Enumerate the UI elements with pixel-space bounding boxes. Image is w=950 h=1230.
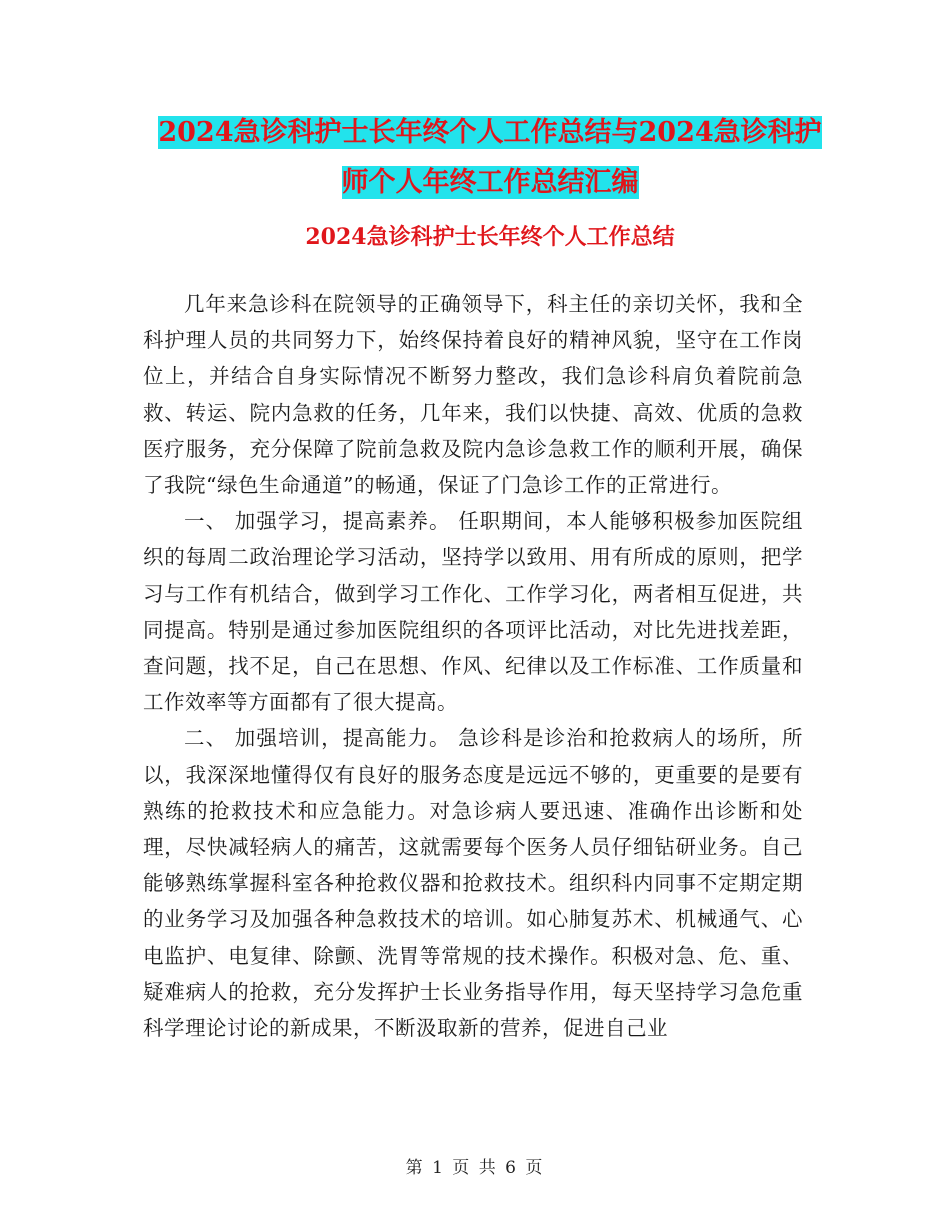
paragraph-intro: 几年来急诊科在院领导的正确领导下，科主任的亲切关怀，我和全科护理人员的共同努力下，始终保持着良好的精神风貌，坚守在工作岗位上，并结合自身实际情况不断努力整改，我们急诊科肩负着院前急救、转运、院内急救的任务，几年来，我们以快捷、高效、优质的急救医疗服务，充分保障了院前急救及院内急诊急救工作的顺利开展，确保了我院“绿色生命通道”的畅通，保证了门急诊工作的正常进行。 <box>143 292 803 498</box>
document-title <box>110 108 870 208</box>
page-footer: 第 1 页 共 6 页 <box>405 1158 545 1178</box>
paragraph-learning: 一、 加强学习，提高素养。 任职期间，本人能够积极参加医院组织的每周二政治理论学习活动，坚持学以致用、用有所成的原则，把学习与工作有机结合，做到学习工作化、工作学习化，两者相互促进，共同提高。特别是通过参加医院组织的各项评比活动，对比先进找差距，查问题，找不足，自己在思想、作风、纪律以及工作标准、工作质量和工作效率等方面都有了很大提高。 <box>143 509 803 715</box>
document-body <box>143 286 803 1046</box>
document-title-line1: 2024急诊科护士长年终个人工作总结与2024急诊科护 <box>158 117 822 148</box>
section-title: 2024急诊科护士长年终个人工作总结 <box>305 224 675 250</box>
document-title-line2: 师个人年终工作总结汇编 <box>341 167 639 198</box>
paragraph-training: 二、 加强培训，提高能力。 急诊科是诊治和抢救病人的场所，所以，我深深地懂得仅有良好的服务态度是远远不够的，更重要的是要有熟练的抢救技术和应急能力。对急诊病人要迅速、准确作出诊断和处理，尽快减轻病人的痛苦，这就需要每个医务人员仔细钻研业务。自己能够熟练掌握科室各种抢救仪器和抢救技术。组织科内同事不定期定期的业务学习及加强各种急救技术的培训。如心肺复苏术、机械通气、心电监护、电复律、除颤、洗胃等常规的技术操作。积极对急、危、重、疑难病人的抢救，充分发挥护士长业务指导作用，每天坚持学习急危重科学理论讨论的新成果，不断汲取新的营养，促进自己业 <box>143 726 803 1041</box>
